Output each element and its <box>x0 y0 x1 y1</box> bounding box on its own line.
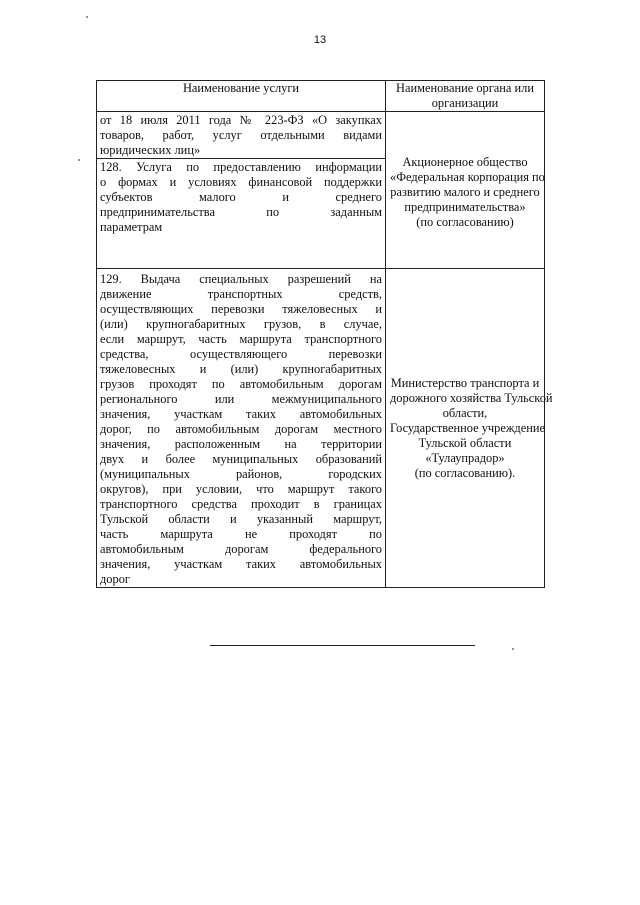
service-line: (или) крупногабаритных грузов, в случае, <box>100 317 382 331</box>
org-line: Тульской области <box>418 435 512 450</box>
org-line: дорожного хозяйства Тульской <box>390 390 553 405</box>
intro-line: юридических лиц» <box>100 143 201 157</box>
header-organization-line: Наименование органа или <box>396 81 534 95</box>
service-line: осуществляющих перевозки тяжеловесных и <box>100 302 382 316</box>
intro-line: от 18 июля 2011 года № 223-ФЗ «О закупках <box>100 113 382 127</box>
org-line: (по согласованию) <box>416 214 514 229</box>
row129-service-cell <box>97 269 386 588</box>
table-header-row <box>97 81 545 112</box>
service-line: о формах и условиях финансовой поддержки <box>100 175 382 189</box>
page-number: 13 <box>313 34 327 46</box>
services-table <box>96 80 553 588</box>
intro-service-cell <box>97 112 386 159</box>
org-line: области, <box>442 405 488 420</box>
service-line: значения, участкам таких автомобильных <box>100 407 382 421</box>
org-line: Государственное учреждение <box>390 420 545 435</box>
row129-organization-cell <box>386 269 553 588</box>
service-line: дорог, по автомобильным дорогам местного <box>100 422 382 436</box>
service-line: тяжеловесных и (или) крупногабаритных <box>100 362 382 376</box>
service-line: параметрам <box>100 220 163 234</box>
header-organization-name <box>386 81 545 112</box>
header-organization-line: организации <box>431 96 499 110</box>
service-line: округов), при условии, что маршрут такого <box>100 482 382 496</box>
service-line: предпринимательства по заданным <box>100 205 382 219</box>
scan-speck <box>78 159 80 161</box>
service-line: значения, участкам таких автомобильных <box>100 557 382 571</box>
scan-speck <box>512 648 514 650</box>
org-line: развитию малого и среднего <box>390 184 540 199</box>
row128-organization-cell <box>386 112 545 269</box>
service-line: если маршрут, часть маршрута транспортного <box>100 332 382 346</box>
service-line: движение транспортных средств, <box>100 287 382 301</box>
end-of-document-rule <box>210 645 475 646</box>
service-line: грузов проходят по автомобильным дорогам <box>100 377 382 391</box>
service-line: 128. Услуга по предоставлению информации <box>100 160 382 174</box>
row128-service-cell <box>97 159 386 269</box>
service-line: дорог <box>100 572 130 586</box>
service-line: Тульской области и указанный маршрут, <box>100 512 382 526</box>
header-service-name <box>97 81 386 112</box>
service-line: средства, осуществляющего перевозки <box>100 347 382 361</box>
org-line: «Федеральная корпорация по <box>390 169 545 184</box>
table-row-129 <box>97 269 545 588</box>
org-line: «Тулаупрадор» <box>425 450 505 465</box>
org-line: предпринимательства» <box>404 199 526 214</box>
service-line: 129. Выдача специальных разрешений на <box>100 272 382 286</box>
service-line: часть маршрута не проходят по <box>100 527 382 541</box>
service-line: двух и более муниципальных образований <box>100 452 382 466</box>
header-service-label: Наименование услуги <box>182 81 300 95</box>
intro-line: товаров, работ, услуг отдельными видами <box>100 128 382 142</box>
service-line: автомобильным дорогам федерального <box>100 542 382 556</box>
service-line: субъектов малого и среднего <box>100 190 382 204</box>
org-line: Акционерное общество <box>402 154 528 169</box>
scan-speck <box>86 16 88 18</box>
org-line: (по согласованию). <box>414 465 516 480</box>
service-line: (муниципальных районов, городских <box>100 467 382 481</box>
table-row-intro <box>97 112 545 159</box>
org-line: Министерство транспорта и <box>390 375 540 390</box>
service-line: регионального или межмуниципального <box>100 392 382 406</box>
service-line: значения, расположенным на территории <box>100 437 382 451</box>
service-line: транспортного средства проходит в границах <box>100 497 382 511</box>
